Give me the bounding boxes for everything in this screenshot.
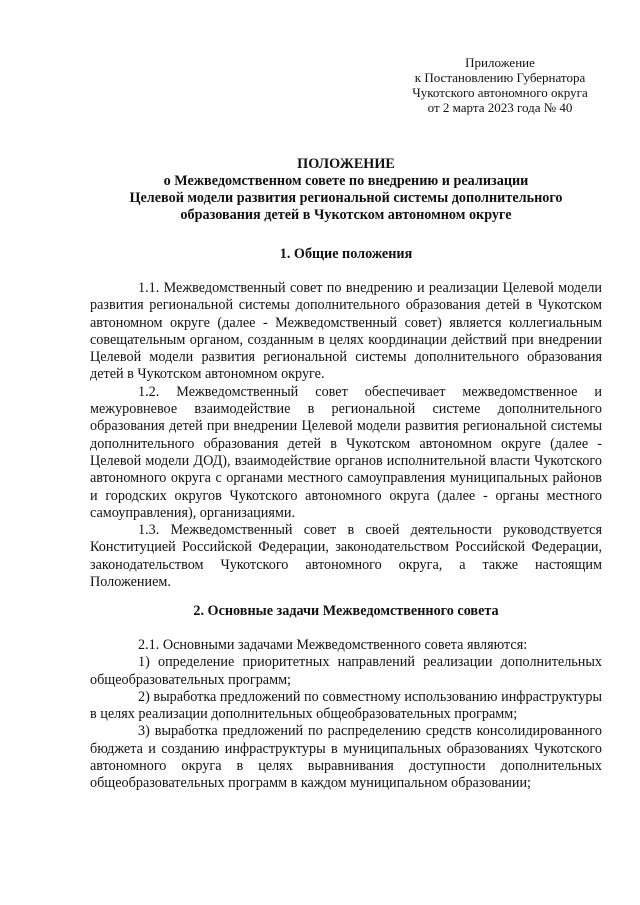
- section-2-body: [90, 637, 602, 793]
- paragraph-1-1: 1.1. Межведомственный совет по внедрению и реализации Целевой модели развития региональной системы дополнительного образования детей в Чукотском автономном округе (далее - Межведомственный совет) является коллегиальным совещательным органом, созданным в целях координации действий при внедрении Целевой модели развития региональной системы дополнительного образования детей в Чукотском автономном округе.: [90, 280, 602, 383]
- title-line-3: Целевой модели развития региональной системы дополнительного: [129, 190, 563, 206]
- section-2-heading: 2. Основные задачи Межведомственного совета: [193, 603, 499, 619]
- paragraph-1-2: 1.2. Межведомственный совет обеспечивает межведомственное и межуровневое взаимодействие в региональной системе дополнительного образования детей при внедрении Целевой модели развития региональной системы дополнительного образования детей в Чукотском автономном округе (далее - Целевой модели ДОД), взаимодействие органов исполнительной власти Чукотского автономного округа с органами местного самоуправления муниципальных районов и городских округов Чукотского автономного округа (далее - органы местного самоуправления), организациями.: [90, 383, 602, 521]
- annex-line-2: к Постановлению Губернатора: [414, 70, 586, 85]
- title-line-1: ПОЛОЖЕНИЕ: [297, 156, 395, 172]
- title-line-2: о Межведомственном совете по внедрению и реализации: [163, 173, 529, 189]
- annex-header: [360, 55, 640, 115]
- section-1-heading: 1. Общие положения: [279, 246, 413, 262]
- title-line-4: образования детей в Чукотском автономном округе: [180, 207, 512, 223]
- list-item-1: 1) определение приоритетных направлений реализации дополнительных общеобразовательных программ;: [90, 654, 602, 688]
- annex-line-4: от 2 марта 2023 года № 40: [427, 100, 573, 115]
- annex-line-1: Приложение: [465, 55, 535, 70]
- paragraph-1-3: 1.3. Межведомственный совет в своей деятельности руководствуется Конституцией Российской Федерации, законодательством Российской Федерации, законодательством Чукотского автономного округа, а также настоящим Положением.: [90, 522, 602, 591]
- annex-line-3: Чукотского автономного округа: [412, 85, 588, 100]
- list-item-3: 3) выработка предложений по распределению средств консолидированного бюджета и созданию инфраструктуры в муниципальных образованиях Чукотского автономного округа в целях выравнивания доступности дополнительных общеобразовательных программ в каждом муниципальном образовании;: [90, 723, 602, 792]
- section-1-body: [90, 280, 602, 591]
- paragraph-2-1: 2.1. Основными задачами Межведомственного совета являются:: [138, 637, 528, 653]
- document-title: [90, 156, 602, 224]
- list-item-2: 2) выработка предложений по совместному использованию инфраструктуры в целях реализации дополнительных общеобразовательных программ;: [90, 688, 602, 723]
